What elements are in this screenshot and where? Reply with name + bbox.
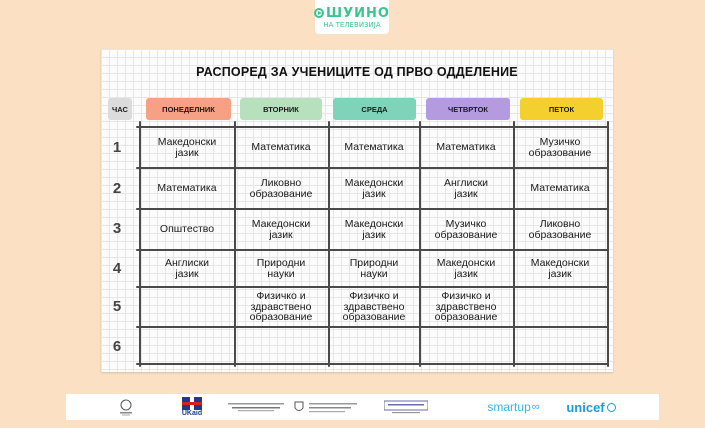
schedule-cell bbox=[142, 288, 232, 326]
subject-line: здравствено bbox=[343, 300, 405, 313]
schedule-cell bbox=[421, 328, 511, 363]
subject-name bbox=[444, 178, 488, 199]
subject-line: јазик bbox=[454, 267, 478, 280]
schedule-cell bbox=[236, 288, 326, 326]
subject-line: Математика bbox=[157, 182, 217, 195]
schedule-cell bbox=[142, 210, 232, 249]
subject-line: образование bbox=[528, 146, 592, 159]
schedule-cell bbox=[329, 169, 419, 208]
smartup-symbol-icon: ∞ bbox=[531, 401, 540, 413]
subject-line: образование bbox=[528, 228, 592, 241]
schedule-cell bbox=[421, 169, 511, 208]
schedule-cell bbox=[421, 210, 511, 249]
schedule-cell bbox=[515, 288, 605, 326]
subject-name bbox=[435, 219, 498, 240]
subject-line: јазик bbox=[175, 146, 199, 159]
subject-line: Математика bbox=[436, 141, 496, 154]
schedule-cell bbox=[421, 251, 511, 286]
subject-name bbox=[529, 219, 592, 240]
hour-number: 5 bbox=[112, 298, 122, 315]
logo-text: ШУИНО bbox=[326, 5, 390, 21]
subject-line: Физичко и bbox=[349, 290, 399, 303]
institute-logo bbox=[381, 394, 431, 420]
subject-name bbox=[531, 258, 590, 279]
subject-line: образование bbox=[434, 311, 498, 324]
subject-line: јазик bbox=[269, 228, 293, 241]
schedule-cell bbox=[142, 128, 232, 167]
schedule-cell bbox=[329, 328, 419, 363]
day-header-monday: ПОНЕДЕЛНИК bbox=[146, 98, 231, 120]
subject-line: Општество bbox=[159, 223, 215, 236]
subject-name bbox=[250, 291, 313, 323]
subject-name bbox=[250, 178, 313, 199]
hour-number: 1 bbox=[112, 139, 122, 156]
schedule-cell bbox=[329, 210, 419, 249]
subject-line: образование bbox=[342, 311, 406, 324]
play-icon bbox=[314, 8, 324, 18]
hour-number: 3 bbox=[112, 220, 122, 237]
subject-name bbox=[343, 291, 406, 323]
schedule-cell bbox=[421, 288, 511, 326]
subject-name bbox=[252, 219, 311, 240]
show-logo bbox=[315, 0, 389, 34]
schedule-cell bbox=[515, 169, 605, 208]
schedule-cell bbox=[236, 251, 326, 286]
subject-line: науки bbox=[267, 267, 295, 280]
subject-line: Ликовно bbox=[539, 218, 581, 230]
subject-name bbox=[160, 224, 214, 235]
schedule-cell bbox=[236, 169, 326, 208]
subject-name bbox=[350, 258, 399, 279]
schedule-cell bbox=[329, 288, 419, 326]
schedule-cell bbox=[142, 328, 232, 363]
subject-line: јазик bbox=[362, 187, 386, 200]
subject-line: Природни bbox=[349, 257, 399, 269]
subject-name bbox=[165, 258, 209, 279]
bureau-logo bbox=[291, 394, 361, 420]
schedule-cell bbox=[515, 128, 605, 167]
subject-line: Англиски bbox=[443, 177, 489, 189]
subject-line: јазик bbox=[548, 267, 572, 280]
subject-name bbox=[345, 219, 404, 240]
subject-name bbox=[344, 142, 403, 153]
subject-line: Физичко и bbox=[256, 290, 306, 303]
subject-name bbox=[157, 183, 216, 194]
subject-line: образование bbox=[434, 228, 498, 241]
subject-line: здравствено bbox=[250, 300, 312, 313]
subject-line: Природни bbox=[256, 257, 306, 269]
subject-name bbox=[345, 178, 404, 199]
subject-line: науки bbox=[360, 267, 388, 280]
subject-line: образование bbox=[249, 311, 313, 324]
hour-number: 4 bbox=[112, 260, 122, 277]
subject-name bbox=[158, 137, 217, 158]
subject-line: Македонски bbox=[157, 136, 217, 148]
subject-name bbox=[530, 183, 589, 194]
subject-line: Македонски bbox=[251, 218, 311, 230]
logo-subtitle: НА ТЕЛЕВИЗИЈА bbox=[323, 20, 381, 29]
ministry-text-icon bbox=[228, 401, 284, 413]
coat-of-arms-icon bbox=[293, 400, 359, 414]
grid-line bbox=[139, 121, 141, 367]
hour-number: 2 bbox=[112, 180, 122, 197]
subject-name bbox=[257, 258, 306, 279]
schedule-cell bbox=[515, 251, 605, 286]
schedule-cell bbox=[236, 328, 326, 363]
subject-line: Математика bbox=[344, 141, 404, 154]
smartup-logo bbox=[481, 394, 546, 420]
grid-line bbox=[136, 363, 608, 365]
schedule-title: РАСПОРЕД ЗА УЧЕНИЦИТЕ ОД ПРВО ОДДЕЛЕНИЕ bbox=[196, 65, 518, 79]
unicef-text: unicef bbox=[566, 399, 605, 415]
subject-line: Македонски bbox=[344, 177, 404, 189]
subject-line: здравствено bbox=[435, 300, 497, 313]
subject-name bbox=[529, 137, 592, 158]
subject-line: образование bbox=[249, 187, 313, 200]
crest-icon bbox=[115, 398, 137, 416]
subject-line: Македонски bbox=[344, 218, 404, 230]
schedule-cell bbox=[421, 128, 511, 167]
schedule-cell bbox=[515, 328, 605, 363]
subject-line: јазик bbox=[362, 228, 386, 241]
british-embassy-logo bbox=[111, 394, 141, 420]
subject-name bbox=[251, 142, 310, 153]
subject-line: Англиски bbox=[164, 257, 210, 269]
ukaid-text: UKaid bbox=[181, 410, 203, 417]
subject-line: Математика bbox=[251, 141, 311, 154]
institute-emblem-icon bbox=[384, 400, 428, 414]
schedule-cell bbox=[236, 128, 326, 167]
day-header-wednesday: СРЕДА bbox=[333, 98, 416, 120]
hour-column-header: ЧАС bbox=[108, 98, 132, 120]
schedule-cell bbox=[329, 128, 419, 167]
subject-line: Музичко bbox=[445, 218, 487, 230]
subject-line: јазик bbox=[454, 187, 478, 200]
subject-line: Музичко bbox=[539, 136, 581, 148]
day-header-tuesday: ВТОРНИК bbox=[240, 98, 322, 120]
grid-line bbox=[607, 121, 609, 367]
subject-line: јазик bbox=[175, 267, 199, 280]
hour-number: 6 bbox=[112, 338, 122, 355]
subject-line: Македонски bbox=[436, 257, 496, 269]
day-header-thursday: ЧЕТВРТОК bbox=[426, 98, 510, 120]
ministry-logo bbox=[226, 394, 286, 420]
schedule-cell bbox=[142, 251, 232, 286]
schedule-cell bbox=[236, 210, 326, 249]
smartup-text: smartup bbox=[487, 400, 531, 414]
schedule-cell bbox=[142, 169, 232, 208]
subject-line: Македонски bbox=[530, 257, 590, 269]
subject-name bbox=[436, 142, 495, 153]
schedule-cell bbox=[329, 251, 419, 286]
day-header-friday: ПЕТОК bbox=[520, 98, 603, 120]
unicef-logo bbox=[561, 394, 621, 420]
subject-name bbox=[437, 258, 496, 279]
subject-line: Физичко и bbox=[441, 290, 491, 303]
ukaid-logo bbox=[176, 394, 208, 420]
uk-flag-icon bbox=[182, 397, 202, 410]
subject-name bbox=[435, 291, 498, 323]
subject-line: Математика bbox=[530, 182, 590, 195]
schedule-sheet bbox=[101, 49, 613, 372]
sponsor-footer bbox=[66, 394, 659, 420]
unicef-globe-icon bbox=[607, 403, 616, 412]
subject-line: Ликовно bbox=[260, 177, 302, 189]
schedule-cell bbox=[515, 210, 605, 249]
